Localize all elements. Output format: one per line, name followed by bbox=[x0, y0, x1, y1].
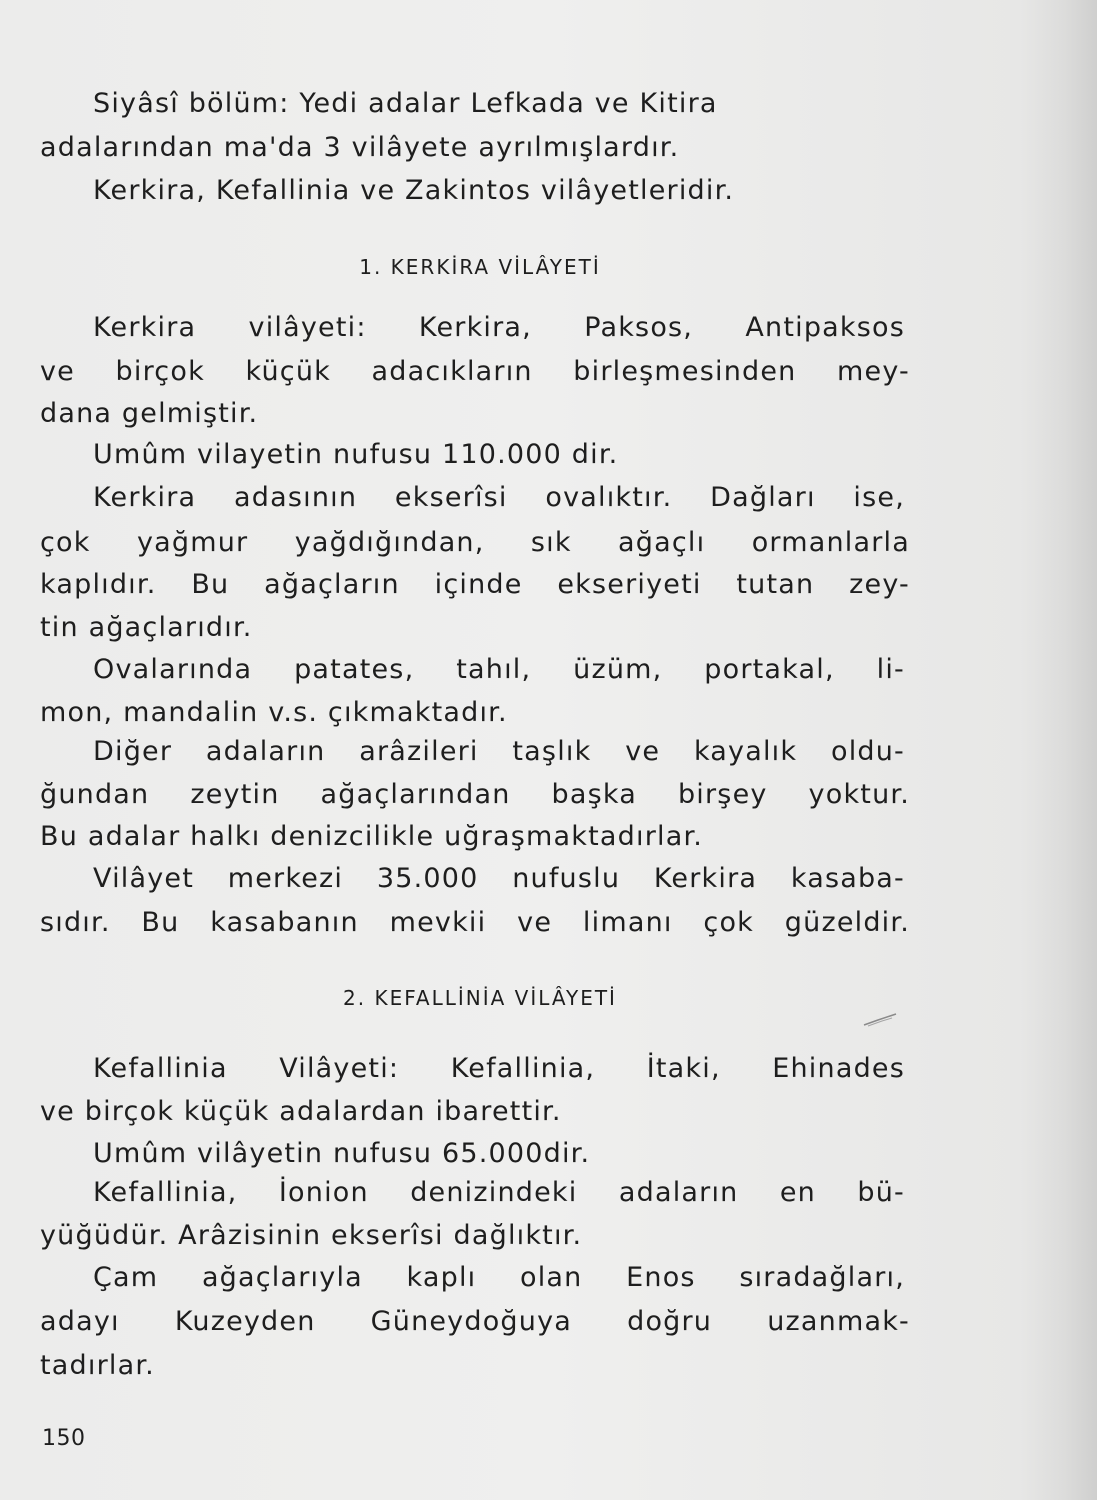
paragraph-line: ve birçok küçük adacıkların birleşmesinden mey- bbox=[40, 356, 910, 387]
paragraph-line: Kefallinia, İonion denizindeki adaların en bü- bbox=[93, 1177, 905, 1208]
paragraph-line: Kerkira, Kefallinia ve Zakintos vilâyetleridir. bbox=[93, 175, 735, 206]
paragraph-line: Kefallinia Vilâyeti: Kefallinia, İtaki, Ehinades bbox=[93, 1053, 905, 1084]
paragraph-line: Umûm vilâyetin nufusu 65.000dir. bbox=[93, 1138, 591, 1169]
paragraph-line: tadırlar. bbox=[40, 1350, 155, 1381]
paragraph-line: yüğüdür. Arâzisinin ekserîsi dağlıktır. bbox=[40, 1220, 583, 1251]
paragraph-line: Ovalarında patates, tahıl, üzüm, portakal, li- bbox=[93, 654, 905, 685]
paragraph-line: Vilâyet merkezi 35.000 nufuslu Kerkira kasaba- bbox=[93, 863, 905, 894]
paragraph-line: adayı Kuzeyden Güneydoğuya doğru uzanmak- bbox=[40, 1306, 910, 1337]
paragraph-line: dana gelmiştir. bbox=[40, 398, 259, 429]
paragraph-line: Kerkira adasının ekserîsi ovalıktır. Dağları ise, bbox=[93, 482, 905, 513]
page-number: 150 bbox=[42, 1426, 86, 1451]
paragraph-line: Siyâsî bölüm: Yedi adalar Lefkada ve Kitira bbox=[93, 88, 718, 119]
paragraph-line: kaplıdır. Bu ağaçların içinde ekseriyeti tutan zey- bbox=[40, 569, 910, 600]
section-heading-kefallinia: 2. KEFALLİNİA VİLÂYETİ bbox=[343, 986, 617, 1010]
paragraph-line: Diğer adaların arâzileri taşlık ve kayalık oldu- bbox=[93, 736, 905, 767]
paragraph-line: çok yağmur yağdığından, sık ağaçlı ormanlarla bbox=[40, 527, 910, 558]
paragraph-line: Umûm vilayetin nufusu 110.000 dir. bbox=[93, 439, 619, 470]
paragraph-line: mon, mandalin v.s. çıkmaktadır. bbox=[40, 697, 508, 728]
paragraph-line: ğundan zeytin ağaçlarından başka birşey yoktur. bbox=[40, 779, 910, 810]
paragraph-line: sıdır. Bu kasabanın mevkii ve limanı çok güzeldir. bbox=[40, 907, 910, 938]
paragraph-line: adalarından ma'da 3 vilâyete ayrılmışlardır. bbox=[40, 132, 680, 163]
paragraph-line: Kerkira vilâyeti: Kerkira, Paksos, Antipaksos bbox=[93, 312, 905, 343]
paragraph-line: ve birçok küçük adalardan ibarettir. bbox=[40, 1096, 562, 1127]
paragraph-line: tin ağaçlarıdır. bbox=[40, 612, 253, 643]
paragraph-line: Çam ağaçlarıyla kaplı olan Enos sıradağları, bbox=[93, 1262, 905, 1293]
ink-smudge bbox=[862, 1012, 898, 1028]
section-heading-kerkira: 1. KERKİRA VİLÂYETİ bbox=[359, 255, 601, 279]
paragraph-line: Bu adalar halkı denizcilikle uğraşmaktadırlar. bbox=[40, 821, 704, 852]
